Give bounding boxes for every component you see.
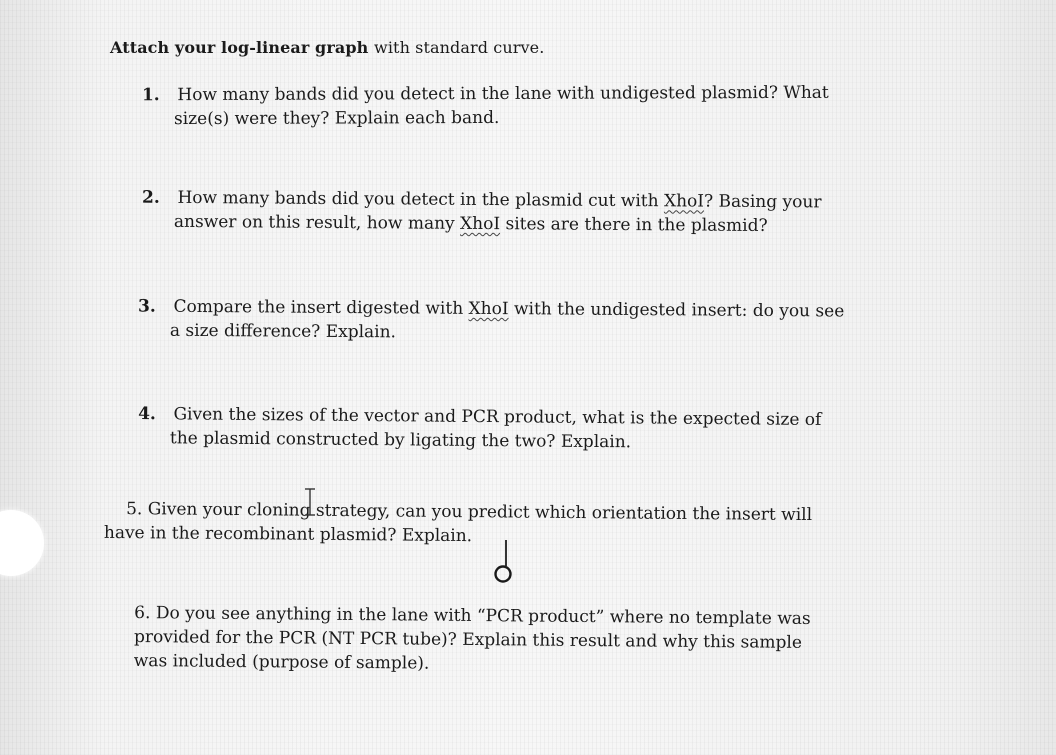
- text-caret: [505, 540, 507, 566]
- question-number: 5.: [126, 499, 143, 520]
- question-5: [104, 497, 812, 551]
- question-1: [142, 81, 829, 131]
- question-text: provided for the PCR (NT PCR tube)? Explain this result and why this sample: [133, 627, 803, 653]
- question-text: How many bands did you detect in the lane with undigested plasmid? What: [177, 82, 829, 106]
- question-number: 3.: [138, 296, 156, 317]
- question-6: [134, 601, 811, 679]
- i-beam-cursor-icon: [303, 487, 317, 517]
- question-3: [138, 295, 845, 348]
- question-text: sites are there in the plasmid?: [505, 214, 768, 236]
- question-number: 6.: [134, 603, 151, 624]
- punch-hole: [0, 510, 44, 576]
- question-number: 2.: [142, 187, 160, 208]
- question-text: size(s) were they? Explain each band.: [174, 107, 500, 130]
- question-4: [138, 402, 822, 456]
- enzyme-name: XhoI: [460, 213, 501, 235]
- question-text: with the undigested insert: do you see: [513, 299, 845, 322]
- circle-handle-icon[interactable]: [493, 564, 513, 584]
- enzyme-name: XhoI: [663, 191, 705, 212]
- question-2: [142, 186, 822, 239]
- question-text: Compare the insert digested with: [173, 296, 464, 319]
- question-number: 4.: [138, 404, 156, 425]
- question-text: Given the sizes of the vector and PCR product, what is the expected size of: [173, 404, 822, 430]
- heading-rest: with standard curve.: [374, 38, 545, 57]
- question-number: 1.: [141, 85, 160, 106]
- question-text: How many bands did you detect in the plasmid cut with: [177, 187, 659, 212]
- question-text: Given your cloning strategy, can you predict which orientation the insert will: [147, 499, 813, 526]
- question-text: was included (purpose of sample).: [133, 651, 430, 674]
- question-text: answer on this result, how many: [173, 211, 455, 234]
- page-heading: [110, 38, 544, 57]
- question-text: have in the recombinant plasmid? Explain.: [103, 522, 473, 547]
- enzyme-name: XhoI: [468, 298, 509, 320]
- heading-bold: Attach your log-linear graph: [110, 38, 369, 57]
- question-text: the plasmid constructed by ligating the two? Explain.: [169, 428, 632, 453]
- question-text: ? Basing your: [703, 191, 822, 213]
- question-text: Do you see anything in the lane with “PCR product” where no template was: [155, 603, 811, 629]
- question-text: a size difference? Explain.: [169, 320, 397, 343]
